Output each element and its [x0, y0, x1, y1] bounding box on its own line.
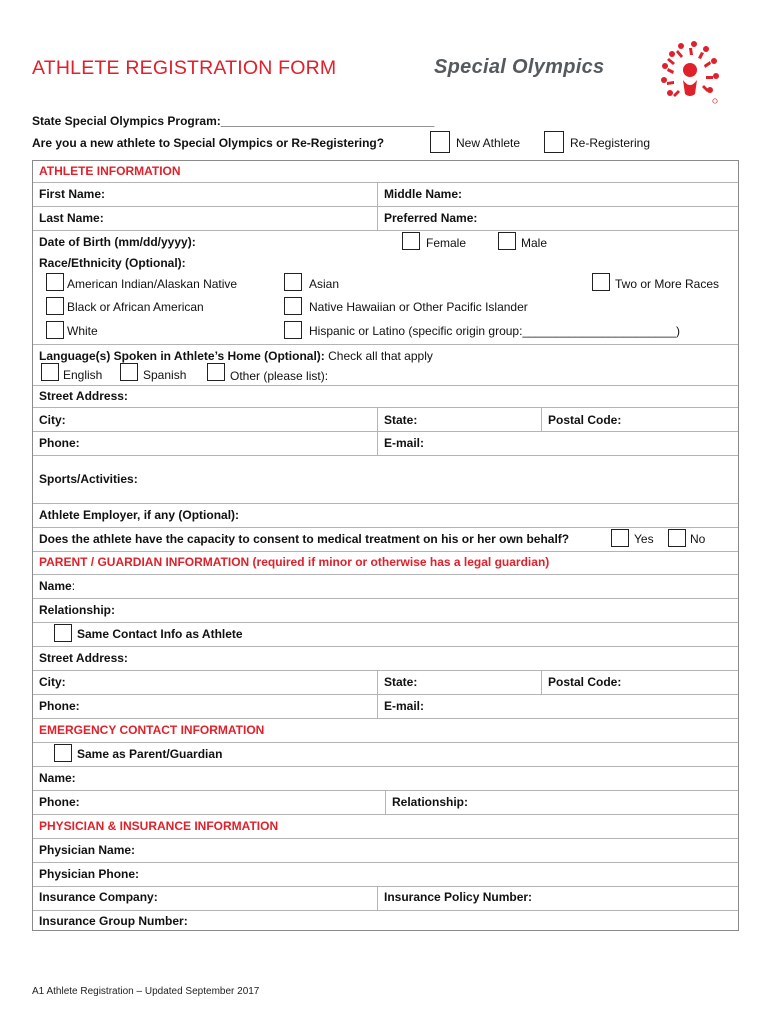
guardian-same-contact-checkbox[interactable] [54, 624, 72, 642]
race-american-indian-label: American Indian/Alaskan Native [67, 277, 238, 291]
guardian-city-field[interactable]: City: [39, 675, 66, 689]
middle-name-field[interactable]: Middle Name: [384, 187, 463, 201]
language-label [39, 349, 433, 363]
new-athlete-question: Are you a new athlete to Special Olympics or Re-Registering? [32, 136, 385, 150]
guardian-street-field[interactable]: Street Address: [39, 651, 128, 665]
athlete-employer-field[interactable]: Athlete Employer, if any (Optional): [39, 508, 240, 522]
guardian-email-field[interactable]: E-mail: [384, 699, 425, 713]
guardian-postal-field[interactable]: Postal Code: [548, 675, 622, 689]
first-name-field[interactable]: First Name: [39, 187, 106, 201]
race-two-or-more-checkbox[interactable] [592, 273, 610, 291]
guardian-name-colon: : [71, 579, 76, 593]
athlete-state-field[interactable]: State: [384, 413, 418, 427]
emergency-name-field[interactable]: Name: [39, 771, 76, 785]
sports-activities-field[interactable]: Sports/Activities: [39, 472, 138, 486]
athlete-section-header: ATHLETE INFORMATION [39, 164, 181, 178]
race-hawaiian-checkbox[interactable] [284, 297, 302, 315]
page-title: ATHLETE REGISTRATION FORM [32, 57, 337, 79]
emergency-same-as-parent-checkbox[interactable] [54, 744, 72, 762]
female-checkbox[interactable] [402, 232, 420, 250]
guardian-phone-field[interactable]: Phone: [39, 699, 80, 713]
consent-no-label: No [690, 532, 706, 546]
language-english-label: English [63, 368, 103, 382]
race-hispanic-label: Hispanic or Latino (specific origin group:_______________________) [309, 324, 680, 338]
language-hint: Check all that apply [324, 349, 433, 363]
date-of-birth-field[interactable]: Date of Birth (mm/dd/yyyy): [39, 235, 196, 249]
physician-section-header: PHYSICIAN & INSURANCE INFORMATION [39, 819, 279, 833]
preferred-name-field[interactable]: Preferred Name: [384, 211, 478, 225]
insurance-group-field[interactable]: Insurance Group Number: [39, 914, 188, 928]
insurance-company-field[interactable]: Insurance Company: [39, 890, 158, 904]
program-label: State Special Olympics Program:________________________________ [32, 114, 435, 128]
female-label: Female [426, 236, 467, 250]
race-hawaiian-label: Native Hawaiian or Other Pacific Islander [309, 300, 528, 314]
new-athlete-label: New Athlete [456, 136, 521, 150]
male-label: Male [521, 236, 548, 250]
emergency-phone-field[interactable]: Phone: [39, 795, 80, 809]
athlete-street-field[interactable]: Street Address: [39, 389, 128, 403]
race-white-label: White [67, 324, 98, 338]
last-name-field[interactable]: Last Name: [39, 211, 104, 225]
race-white-checkbox[interactable] [46, 321, 64, 339]
re-registering-label: Re-Registering [570, 136, 651, 150]
emergency-section-header: EMERGENCY CONTACT INFORMATION [39, 723, 265, 737]
guardian-relationship-field[interactable]: Relationship: [39, 603, 116, 617]
emergency-relationship-field[interactable]: Relationship: [392, 795, 469, 809]
guardian-section-header: PARENT / GUARDIAN INFORMATION (required if minor or otherwise has a legal guardian) [39, 555, 550, 569]
consent-question: Does the athlete have the capacity to consent to medical treatment on his or her own behalf? [39, 532, 570, 546]
male-checkbox[interactable] [498, 232, 516, 250]
athlete-email-field[interactable]: E-mail: [384, 436, 425, 450]
insurance-policy-field[interactable]: Insurance Policy Number: [384, 890, 533, 904]
race-ethnicity-label: Race/Ethnicity (Optional): [39, 256, 186, 270]
race-asian-label: Asian [309, 277, 340, 291]
physician-phone-field[interactable]: Physician Phone: [39, 867, 140, 881]
race-american-indian-checkbox[interactable] [46, 273, 64, 291]
race-black-checkbox[interactable] [46, 297, 64, 315]
language-other-checkbox[interactable] [207, 363, 225, 381]
athlete-city-field[interactable]: City: [39, 413, 66, 427]
guardian-same-contact-label: Same Contact Info as Athlete [77, 627, 243, 641]
athlete-phone-field[interactable]: Phone: [39, 436, 80, 450]
new-athlete-checkbox[interactable] [430, 131, 450, 153]
registration-form [32, 160, 739, 931]
consent-yes-checkbox[interactable] [611, 529, 629, 547]
guardian-state-field[interactable]: State: [384, 675, 418, 689]
language-english-checkbox[interactable] [41, 363, 59, 381]
race-asian-checkbox[interactable] [284, 273, 302, 291]
race-two-or-more-label: Two or More Races [615, 277, 720, 291]
footer-text: A1 Athlete Registration – Updated September 2017 [32, 986, 260, 997]
race-black-label: Black or African American [67, 300, 204, 314]
physician-name-field[interactable]: Physician Name: [39, 843, 136, 857]
language-label-text: Language(s) Spoken in Athlete’s Home (Optional): [39, 349, 325, 363]
consent-no-checkbox[interactable] [668, 529, 686, 547]
language-spanish-label: Spanish [143, 368, 187, 382]
special-olympics-logo-text: Special Olympics [434, 56, 605, 78]
race-hispanic-checkbox[interactable] [284, 321, 302, 339]
athlete-postal-field[interactable]: Postal Code: [548, 413, 622, 427]
consent-yes-label: Yes [634, 532, 654, 546]
special-olympics-logo-icon [650, 34, 730, 108]
language-other-label: Other (please list): [230, 369, 329, 383]
re-registering-checkbox[interactable] [544, 131, 564, 153]
language-spanish-checkbox[interactable] [120, 363, 138, 381]
guardian-name-label: Name [39, 579, 72, 593]
emergency-same-as-parent-label: Same as Parent/Guardian [77, 747, 223, 761]
guardian-name-field[interactable] [39, 579, 75, 593]
